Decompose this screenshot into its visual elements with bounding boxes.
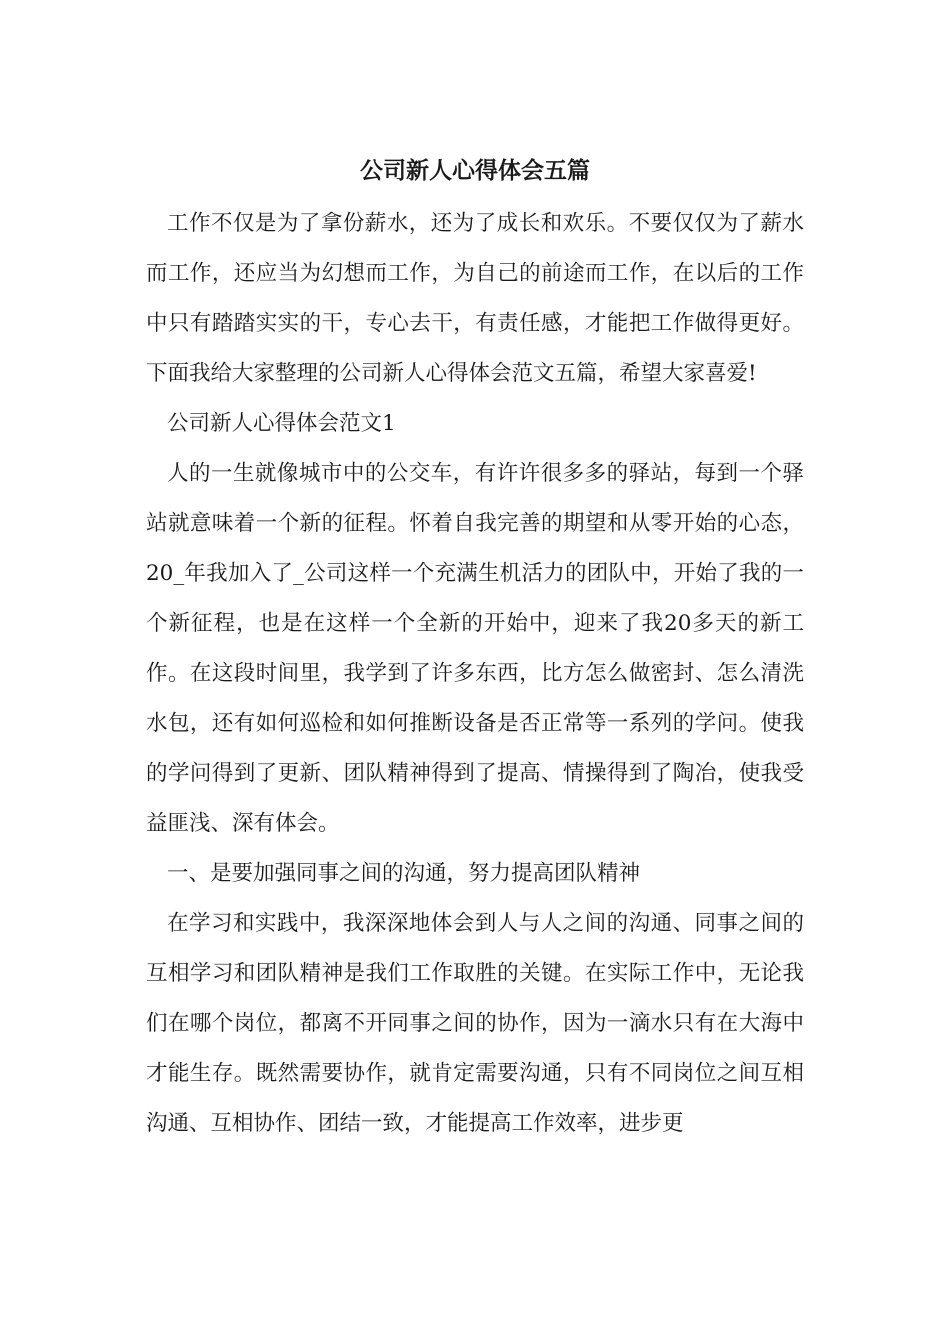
point-heading: 一、是要加强同事之间的沟通，努力提高团队精神 bbox=[167, 861, 641, 886]
document-title: 公司新人心得体会五篇 bbox=[360, 157, 590, 184]
section-paragraph: 人的一生就像城市中的公交车，有许许很多多的驿站，每到一个驿站就意味着一个新的征程。怀着自我完善的期望和从零开始的心态，20_年我加入了_公司这样一个充满生机活力的团队中，开始了我的一个新征程，也是在这样一个全新的开始中，迎来了我20多天的新工作。在这段时间里，我学到了许多东西，比方怎么做密封、怎么清洗水包，还有如何巡检和如何推断设备是否正常等一系列的学问。使我的学问得到了更新、团队精神得到了提高、情操得到了陶冶，使我受益匪浅、深有体会。 bbox=[146, 461, 804, 836]
document-content bbox=[146, 150, 804, 1149]
section-heading: 公司新人心得体会范文1 bbox=[167, 411, 396, 436]
point-paragraph: 在学习和实践中，我深深地体会到人与人之间的沟通、同事之间的互相学习和团队精神是我们工作取胜的关键。在实际工作中，无论我们在哪个岗位，都离不开同事之间的协作，因为一滴水只有在大海中才能生存。既然需要协作，就肯定需要沟通，只有不同岗位之间互相沟通、互相协作、团结一致，才能提高工作效率，进步更 bbox=[146, 911, 804, 1136]
intro-paragraph: 工作不仅是为了拿份薪水，还为了成长和欢乐。不要仅仅为了薪水而工作，还应当为幻想而工作，为自己的前途而工作，在以后的工作中只有踏踏实实的干，专心去干，有责任感，才能把工作做得更好。下面我给大家整理的公司新人心得体会范文五篇，希望大家喜爱! bbox=[146, 211, 804, 386]
